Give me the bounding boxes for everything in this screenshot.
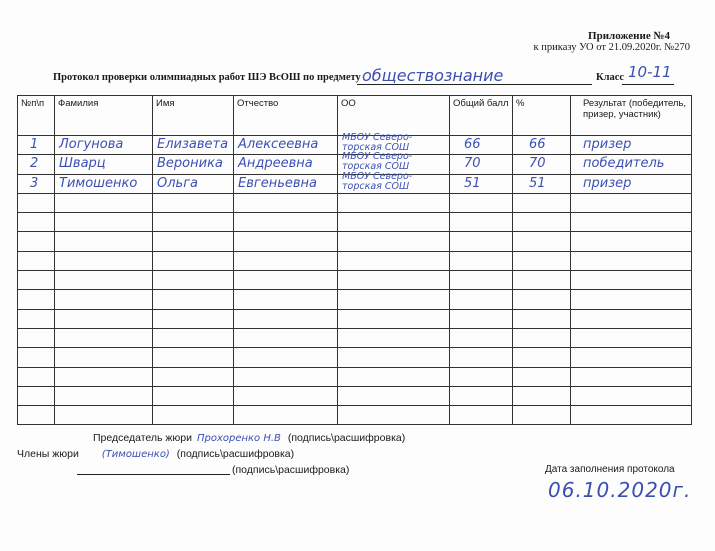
table-row-empty	[18, 328, 692, 347]
row-middlename: Алексеевна	[238, 137, 319, 152]
empty-cell	[513, 213, 571, 232]
empty-cell	[55, 271, 153, 290]
empty-cell	[234, 386, 338, 405]
empty-cell	[338, 309, 450, 328]
class-label: Класс	[596, 72, 625, 83]
empty-cell	[234, 193, 338, 212]
member2-underline	[77, 474, 230, 475]
empty-cell	[234, 251, 338, 270]
empty-cell	[571, 232, 692, 251]
empty-cell	[513, 290, 571, 309]
empty-cell	[55, 232, 153, 251]
empty-cell	[18, 232, 55, 251]
table-row-empty	[18, 213, 692, 232]
empty-cell	[513, 386, 571, 405]
appendix-label: Приложение №4	[588, 30, 670, 42]
class-value: 10-11	[628, 63, 672, 81]
protocol-title: Протокол проверки олимпиадных работ ШЭ ВсОШ по предмету	[53, 72, 361, 83]
empty-cell	[513, 348, 571, 367]
empty-cell	[234, 290, 338, 309]
empty-cell	[338, 406, 450, 425]
empty-cell	[571, 386, 692, 405]
empty-cell	[338, 386, 450, 405]
row-result: призер	[583, 175, 632, 191]
row-school: МБОУ Северо-торская СОШ	[342, 151, 413, 173]
empty-cell	[153, 193, 234, 212]
col-school: ОО	[338, 96, 450, 136]
empty-cell	[234, 232, 338, 251]
row-lastname: Тимошенко	[59, 175, 138, 191]
empty-cell	[450, 232, 513, 251]
empty-cell	[153, 309, 234, 328]
row-percent: 70	[529, 156, 546, 172]
empty-cell	[571, 290, 692, 309]
empty-cell	[571, 328, 692, 347]
member-signature: (Тимошенко)	[101, 449, 170, 460]
empty-cell	[55, 251, 153, 270]
col-lastname: Фамилия	[55, 96, 153, 136]
table-row-empty	[18, 309, 692, 328]
empty-cell	[153, 251, 234, 270]
table-row-empty	[18, 406, 692, 425]
empty-cell	[450, 328, 513, 347]
table-row-empty	[18, 232, 692, 251]
order-reference: к приказу УО от 21.09.2020г. №270	[533, 42, 690, 53]
table-row-empty	[18, 251, 692, 270]
empty-cell	[450, 367, 513, 386]
row-percent: 51	[529, 175, 546, 191]
empty-cell	[234, 309, 338, 328]
results-table	[17, 95, 692, 425]
row-score: 66	[464, 137, 481, 152]
empty-cell	[571, 193, 692, 212]
empty-cell	[234, 328, 338, 347]
empty-cell	[18, 367, 55, 386]
row-num: 1	[30, 137, 39, 152]
col-num: №п\п	[18, 96, 55, 136]
empty-cell	[153, 213, 234, 232]
empty-cell	[234, 213, 338, 232]
row-score: 51	[464, 175, 481, 191]
empty-cell	[338, 213, 450, 232]
empty-cell	[55, 213, 153, 232]
empty-cell	[513, 232, 571, 251]
empty-cell	[153, 290, 234, 309]
empty-cell	[55, 328, 153, 347]
empty-cell	[153, 271, 234, 290]
table-row-empty	[18, 386, 692, 405]
col-middlename: Отчество	[234, 96, 338, 136]
empty-cell	[571, 251, 692, 270]
empty-cell	[55, 386, 153, 405]
empty-cell	[571, 213, 692, 232]
member2-note: (подпись\расшифровка)	[232, 464, 350, 476]
empty-cell	[513, 309, 571, 328]
empty-cell	[450, 309, 513, 328]
empty-cell	[450, 193, 513, 212]
empty-cell	[153, 367, 234, 386]
chair-signature: Прохоренко Н.В	[196, 433, 281, 444]
empty-cell	[513, 251, 571, 270]
empty-cell	[450, 251, 513, 270]
empty-cell	[571, 406, 692, 425]
empty-cell	[55, 406, 153, 425]
row-firstname: Ольга	[157, 175, 198, 191]
empty-cell	[450, 386, 513, 405]
empty-cell	[513, 193, 571, 212]
empty-cell	[55, 348, 153, 367]
row-middlename: Андреевна	[238, 156, 313, 172]
empty-cell	[234, 271, 338, 290]
empty-cell	[18, 348, 55, 367]
empty-cell	[153, 232, 234, 251]
row-num: 3	[30, 175, 39, 191]
empty-cell	[18, 213, 55, 232]
empty-cell	[450, 290, 513, 309]
empty-cell	[18, 309, 55, 328]
row-middlename: Евгеньевна	[238, 175, 317, 191]
table-row-empty	[18, 193, 692, 212]
empty-cell	[18, 251, 55, 270]
row-firstname: Вероника	[157, 156, 223, 172]
empty-cell	[234, 406, 338, 425]
row-school: МБОУ Северо-торская СОШ	[342, 132, 413, 153]
empty-cell	[513, 271, 571, 290]
empty-cell	[571, 271, 692, 290]
empty-cell	[234, 367, 338, 386]
row-firstname: Елизавета	[157, 137, 229, 152]
empty-cell	[153, 328, 234, 347]
subject-value: обществознание	[362, 66, 504, 85]
empty-cell	[18, 328, 55, 347]
row-school: МБОУ Северо-торская СОШ	[342, 170, 413, 192]
table-row-empty	[18, 348, 692, 367]
empty-cell	[55, 367, 153, 386]
class-underline	[622, 84, 674, 85]
col-score: Общий балл	[450, 96, 513, 136]
empty-cell	[338, 193, 450, 212]
row-result: победитель	[583, 156, 665, 172]
col-firstname: Имя	[153, 96, 234, 136]
empty-cell	[18, 386, 55, 405]
empty-cell	[338, 271, 450, 290]
row-lastname: Логунова	[59, 137, 124, 152]
empty-cell	[338, 348, 450, 367]
empty-cell	[153, 386, 234, 405]
date-value: 06.10.2020г.	[548, 478, 692, 502]
empty-cell	[338, 290, 450, 309]
empty-cell	[18, 193, 55, 212]
chair-label: Председатель жюри	[93, 432, 193, 444]
empty-cell	[55, 290, 153, 309]
col-result: Результат (победитель, призер, участник)	[571, 96, 692, 136]
row-score: 70	[464, 156, 481, 172]
empty-cell	[338, 232, 450, 251]
table-row-empty	[18, 290, 692, 309]
table-row-empty	[18, 367, 692, 386]
row-num: 2	[30, 156, 39, 172]
empty-cell	[513, 406, 571, 425]
empty-cell	[55, 309, 153, 328]
empty-cell	[55, 193, 153, 212]
empty-cell	[338, 251, 450, 270]
row-percent: 66	[529, 137, 546, 152]
chair-line	[93, 432, 405, 444]
empty-cell	[338, 367, 450, 386]
empty-cell	[450, 271, 513, 290]
empty-cell	[513, 367, 571, 386]
table-row-empty	[18, 271, 692, 290]
empty-cell	[450, 406, 513, 425]
empty-cell	[153, 348, 234, 367]
empty-cell	[338, 328, 450, 347]
date-label: Дата заполнения протокола	[545, 464, 675, 475]
members-label: Члены жюри	[17, 448, 79, 460]
member-note: (подпись\расшифровка)	[176, 448, 295, 460]
empty-cell	[571, 367, 692, 386]
empty-cell	[18, 406, 55, 425]
row-result: призер	[583, 137, 632, 152]
members-line	[17, 448, 294, 460]
empty-cell	[450, 213, 513, 232]
empty-cell	[18, 271, 55, 290]
table-header-row	[18, 96, 692, 136]
empty-cell	[571, 348, 692, 367]
empty-cell	[234, 348, 338, 367]
chair-note: (подпись\расшифровка)	[287, 432, 406, 444]
empty-cell	[513, 328, 571, 347]
empty-cell	[571, 309, 692, 328]
col-percent: %	[513, 96, 571, 136]
empty-cell	[450, 348, 513, 367]
empty-cell	[18, 290, 55, 309]
row-lastname: Шварц	[59, 156, 106, 172]
table-row	[18, 174, 692, 193]
empty-cell	[153, 406, 234, 425]
